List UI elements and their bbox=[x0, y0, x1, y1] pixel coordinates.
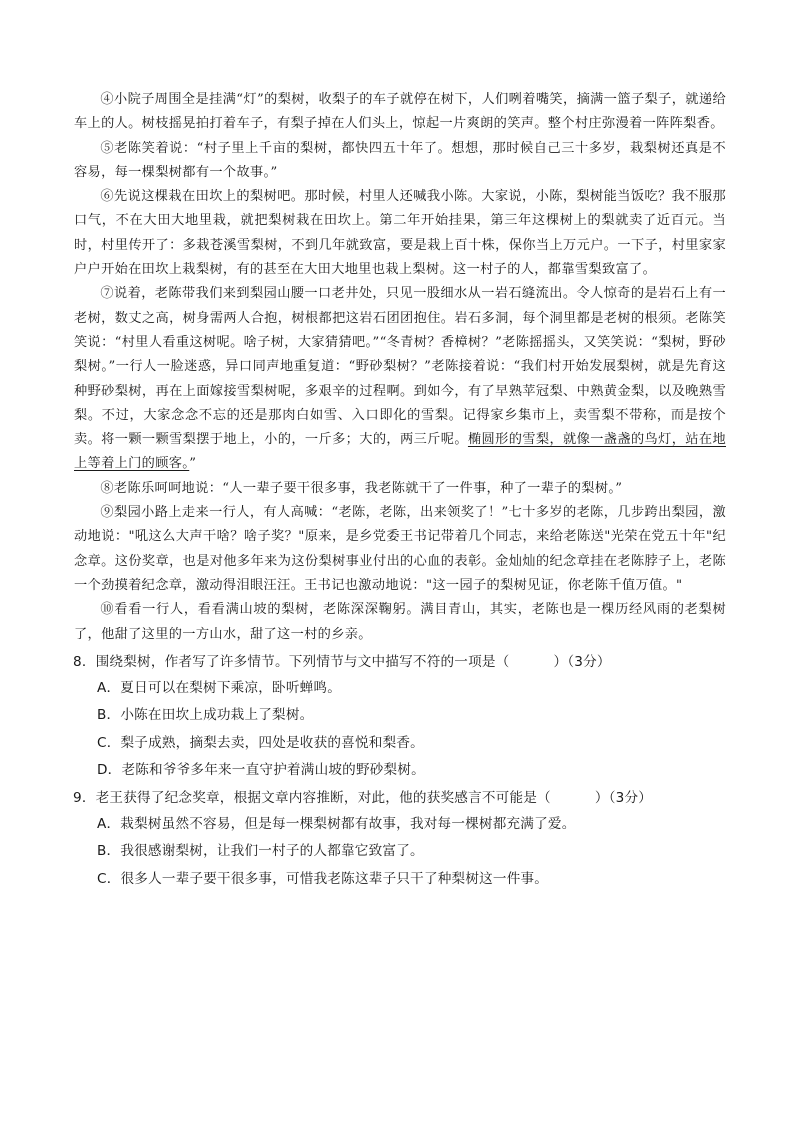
paragraph-7-main: ⑦说着，老陈带我们来到梨园山腰一口老井处，只见一股细水从一岩石缝流出。令人惊奇的是岩石上有一老树，数丈之高，树身需两人合抱，树根都把这岩石团团抱住。岩石多洞，每个洞里都是老树的根须。老陈笑笑说：“村里人看重这树呢。啥子树，大家猜猜吧。”“冬青树？香樟树？”老陈摇摇头，又笑笑说：“梨树，野砂梨树。”一行人一脸迷惑，异口同声地重复道：“野砂梨树？”老陈接着说：“我们村开始发展梨树，就是先育这种野砂梨树，再在上面嫁接雪梨树呢，多艰辛的过程啊。到如今，有了早熟苹冠梨、中熟黄金梨，以及晚熟雪梨。不过，大家念念不忘的还是那肉白如雪、入口即化的雪梨。记得家乡集市上，卖雪梨不带称，而是按个卖。将一颗一颗雪梨摆于地上，小的，一斤多；大的，两三斤呢。 bbox=[74, 286, 726, 448]
paragraph-4: ④小院子周围全是挂满“灯”的梨树，收梨子的车子就停在树下，人们咧着嘴笑，摘满一篮子梨子，就递给车上的人。树枝摇晃拍打着车子，有梨子掉在人们头上，惊起一片爽朗的笑声。整个村庄弥漫着一阵阵梨香。 bbox=[74, 92, 726, 132]
paragraph-7 bbox=[74, 282, 726, 476]
question-8-option-d: D．老陈和爷爷多年来一直守护着满山坡的野砂梨树。 bbox=[97, 762, 425, 779]
question-8-option-a: A．夏日可以在梨树下乘凉，卧听蝉鸣。 bbox=[97, 679, 341, 696]
paragraph-10: ⑩看看一行人，看看满山坡的梨树，老陈深深鞠躬。满目青山，其实，老陈也是一棵历经风雨的老梨树了，他甜了这里的一方山水，甜了这一村的乡亲。 bbox=[74, 602, 726, 642]
question-9-stem: 9．老王获得了纪念奖章，根据文章内容推断，对此，他的获奖感言不可能是（ ）（3分） bbox=[73, 789, 653, 806]
closing-quote: ” bbox=[189, 456, 197, 472]
question-8-option-b: B．小陈在田坎上成功栽上了梨树。 bbox=[97, 707, 314, 724]
reading-passage bbox=[74, 88, 726, 647]
question-9-option-b: B．我很感谢梨树，让我们一村子的人都靠它致富了。 bbox=[97, 843, 424, 860]
paragraph-8: ⑧老陈乐呵呵地说：“人一辈子要干很多事，我老陈就干了一件事，种了一辈子的梨树。” bbox=[100, 480, 623, 496]
question-8-stem: 8．围绕梨树，作者写了许多情节。下列情节与文中描写不符的一项是（ ）（3分） bbox=[73, 653, 611, 670]
underlined-sentence: 椭圆形的雪梨，就像一盏盏的鸟灯，站在地上等着上门的顾客。 bbox=[74, 432, 726, 472]
question-9 bbox=[74, 785, 726, 894]
paragraph-5: ⑤老陈笑着说：“村子里上千亩的梨树，都快四五十年了。想想，那时候自己三十多岁，栽梨树还真是不容易，每一棵梨树都有一个故事。” bbox=[74, 140, 726, 180]
questions-section bbox=[74, 649, 726, 894]
question-9-option-a: A．栽梨树虽然不容易，但是每一棵梨树都有故事，我对每一棵树都充满了爱。 bbox=[97, 815, 576, 832]
question-8 bbox=[74, 649, 726, 785]
paragraph-9: ⑨梨园小路上走来一行人，有人高喊：“老陈，老陈，出来领奖了！”七十多岁的老陈，几步跨出梨园，激动地说："吼这么大声干啥？啥子奖？"原来，是乡党委王书记带着几个同志，来给老陈送"光荣在党五十年"纪念章。这份奖章，也是对他多年来为这份梨树事业付出的心血的表彰。金灿灿的纪念章挂在老陈脖子上，老陈一个劲摸着纪念章，激动得泪眼汪汪。王书记也激动地说："这一园子的梨树见证，你老陈千值万值。" bbox=[74, 505, 726, 593]
paragraph-6: ⑥先说这棵栽在田坎上的梨树吧。那时候，村里人还喊我小陈。大家说，小陈，梨树能当饭吃？我不服那口气，不在大田大地里栽，就把梨树栽在田坎上。第二年开始挂果，第三年这棵树上的梨就卖了近百元。当时，村里传开了：多栽苍溪雪梨树，不到几年就致富，要是栽上百十株，保你当上万元户。一下子，村里家家户户开始在田坎上栽梨树，有的甚至在大田大地里也栽上梨树。这一村子的人，都靠雪梨致富了。 bbox=[74, 189, 726, 278]
question-8-option-c: C．梨子成熟，摘梨去卖，四处是收获的喜悦和梨香。 bbox=[97, 734, 424, 751]
question-9-option-c: C．很多人一辈子要干很多事，可惜我老陈这辈子只干了种梨树这一件事。 bbox=[97, 870, 549, 887]
